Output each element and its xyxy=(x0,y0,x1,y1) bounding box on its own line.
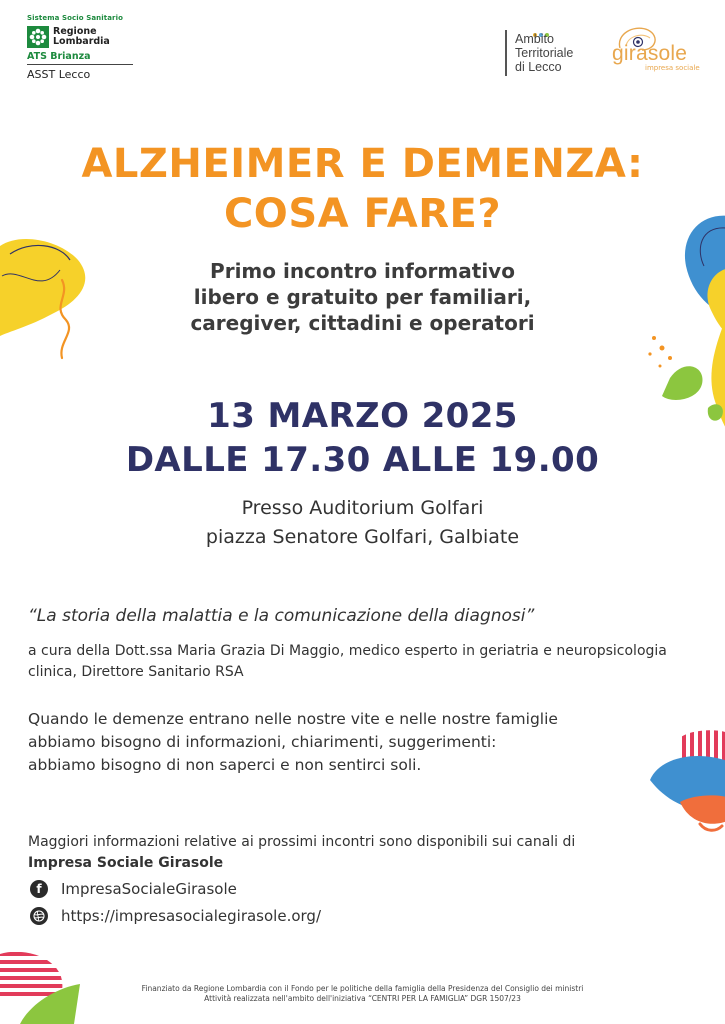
ats-brianza-label: ATS Brianza xyxy=(27,51,91,62)
sistema-socio-sanitario-label: Sistema Socio Sanitario xyxy=(27,14,123,22)
more-info-text: Maggiori informazioni relative ai prossimi incontri sono disponibili sui canali di xyxy=(28,834,576,850)
footer-line1: Finanziato da Regione Lombardia con il Fondo per le politiche della famiglia della Presidenza del Consiglio dei ministri xyxy=(141,984,584,993)
venue-name: Presso Auditorium Golfari xyxy=(241,497,484,519)
event-date: 13 MARZO 2025 xyxy=(207,396,518,436)
event-time: DALLE 17.30 ALLE 19.00 xyxy=(125,440,600,480)
main-title-line1: ALZHEIMER E DEMENZA: xyxy=(81,141,644,187)
talk-curator: a cura della Dott.ssa Maria Grazia Di Maggio, medico esperto in geriatria e neuropsicologia clinica, Direttore Sanitario RSA xyxy=(28,643,667,680)
ambito-bar xyxy=(505,30,507,76)
website-link[interactable] xyxy=(30,907,321,925)
facebook-handle[interactable]: ImpresaSocialeGirasole xyxy=(61,880,237,898)
bottom-left-decoration xyxy=(0,944,90,1024)
funding-footer xyxy=(100,984,625,1004)
lombardia-name-line2: Lombardia xyxy=(53,36,110,47)
lombardia-divider xyxy=(27,64,133,65)
globe-icon xyxy=(30,907,48,925)
facebook-link[interactable] xyxy=(30,880,237,898)
talk-title-quote: “La storia della malattia e la comunicazione della diagnosi” xyxy=(28,606,535,626)
more-info-org: Impresa Sociale Girasole xyxy=(28,855,224,871)
subtitle-line3: caregiver, cittadini e operatori xyxy=(190,311,535,335)
facebook-icon: f xyxy=(30,880,48,898)
ambito-line3: di Lecco xyxy=(515,60,562,74)
girasole-logo xyxy=(610,24,700,74)
subtitle-line1: Primo incontro informativo xyxy=(210,259,515,283)
ambito-line1: Ambito xyxy=(515,32,554,46)
venue-address: piazza Senatore Golfari, Galbiate xyxy=(205,526,520,548)
girasole-tagline: impresa sociale xyxy=(645,64,700,72)
main-title-line2: COSA FARE? xyxy=(223,191,502,237)
lombardia-name-line1: Regione xyxy=(53,26,97,37)
girasole-wordmark: girasole xyxy=(612,42,688,65)
ambito-territoriale-logo xyxy=(505,22,605,77)
description-line2: abbiamo bisogno di informazioni, chiarimenti, suggerimenti: xyxy=(28,733,497,751)
more-info xyxy=(28,832,708,874)
subtitle-line2: libero e gratuito per familiari, xyxy=(193,285,532,309)
website-url[interactable]: https://impresasocialegirasole.org/ xyxy=(61,907,321,925)
regione-lombardia-logo xyxy=(27,14,135,81)
asst-lecco-label: ASST Lecco xyxy=(27,68,91,81)
ambito-line2: Territoriale xyxy=(515,46,574,60)
description-paragraph xyxy=(28,708,708,777)
footer-line2: Attività realizzata nell'ambito dell'iniziativa “CENTRI PER LA FAMIGLIA” DGR 1507/23 xyxy=(204,994,521,1003)
description-line3: abbiamo bisogno di non saperci e non sentirci soli. xyxy=(28,756,422,774)
description-line1: Quando le demenze entrano nelle nostre vite e nelle nostre famiglie xyxy=(28,710,558,728)
lombardia-rose-icon xyxy=(27,26,49,48)
